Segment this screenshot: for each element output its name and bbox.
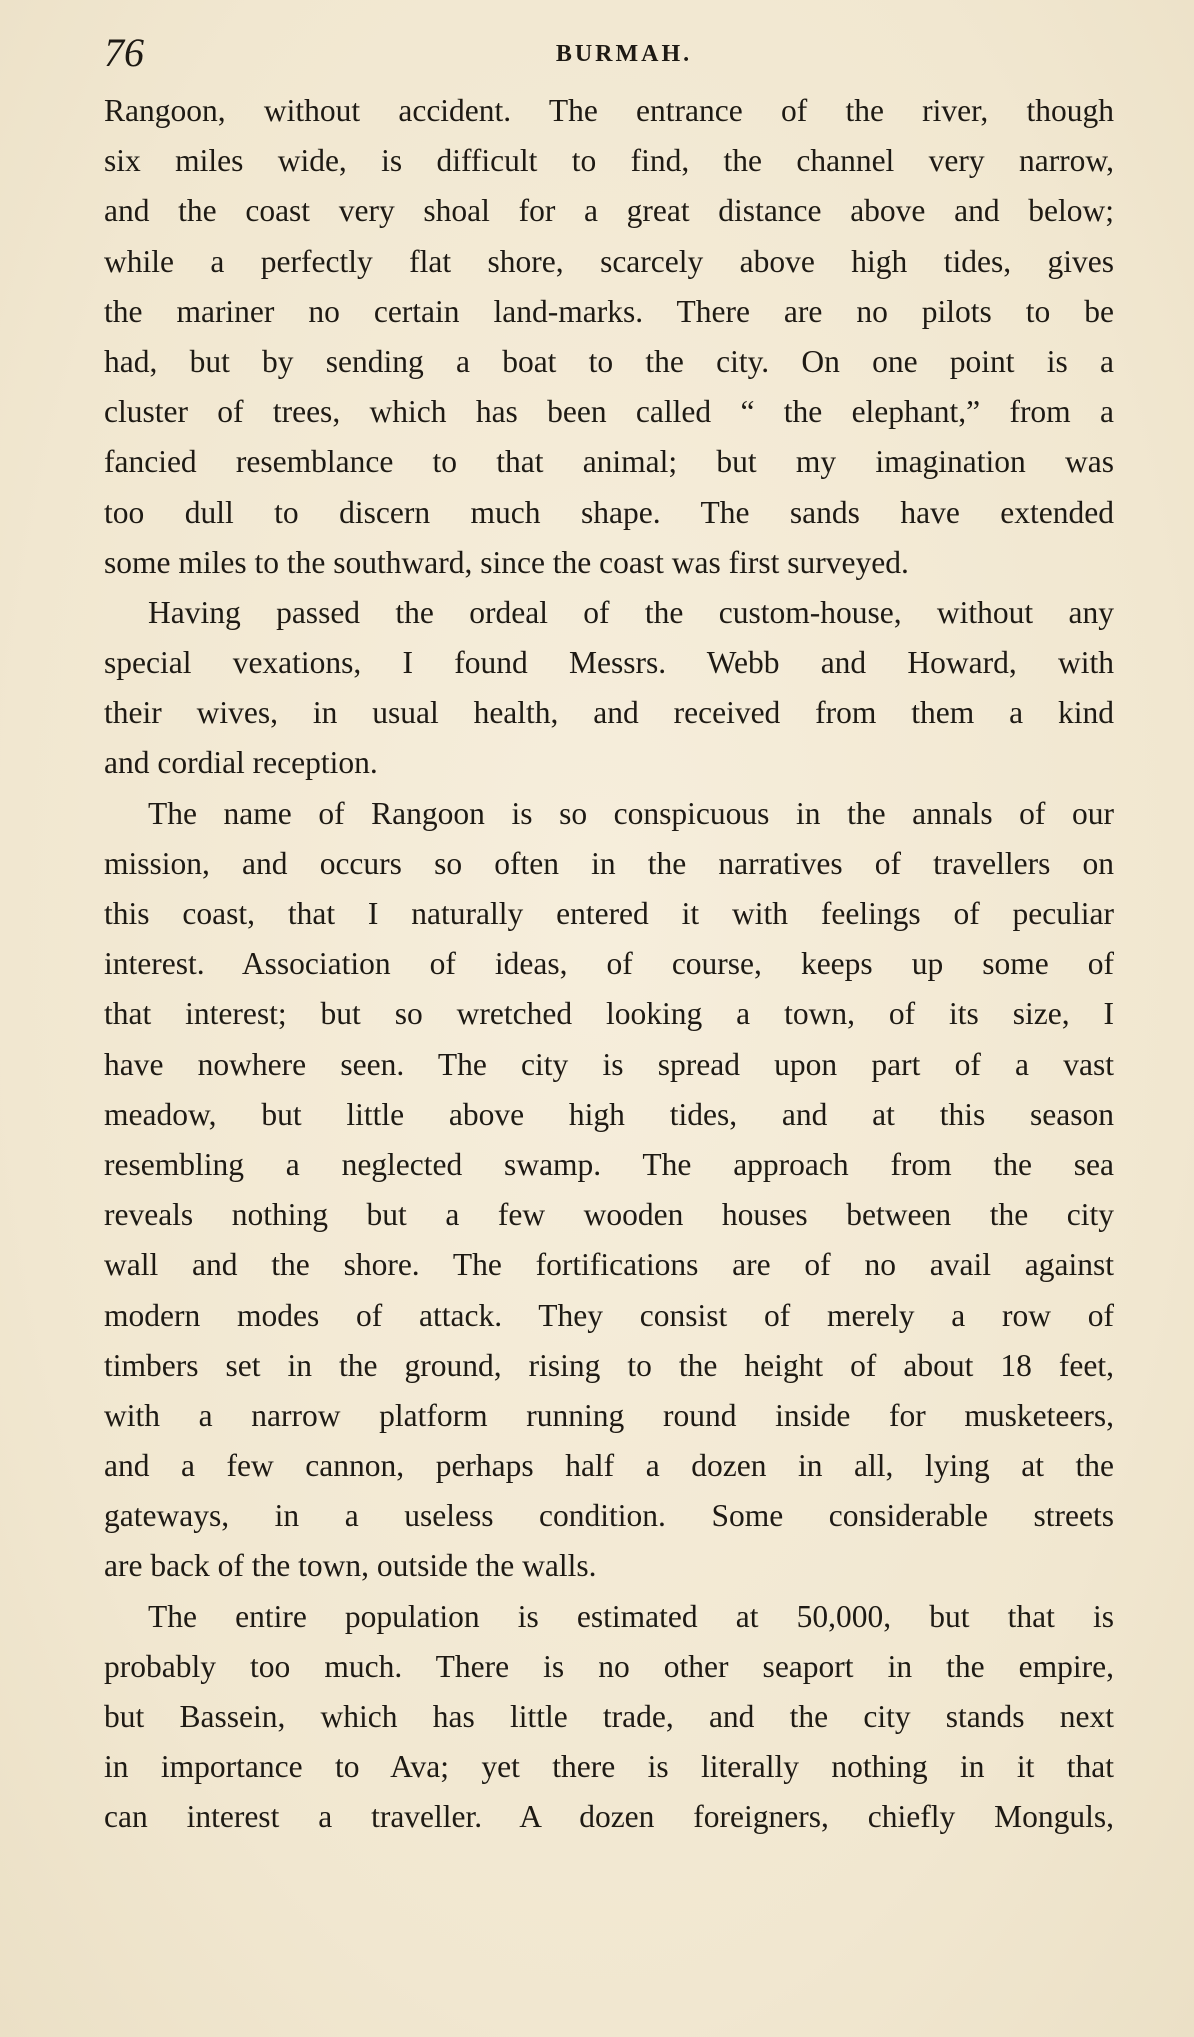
text-line: their wives, in usual health, and received from them a kind bbox=[104, 695, 1114, 731]
text-line: have nowhere seen. The city is spread upon part of a vast bbox=[104, 1046, 1114, 1082]
text-line: timbers set in the ground, rising to the height of about 18 feet, bbox=[104, 1347, 1114, 1383]
text-line: too dull to discern much shape. The sands have extended bbox=[104, 494, 1114, 530]
text-line: modern modes of attack. They consist of merely a row of bbox=[104, 1297, 1114, 1333]
text-line: cluster of trees, which has been called “ the elephant,” from a bbox=[104, 394, 1114, 430]
text-line: gateways, in a useless condition. Some considerable streets bbox=[104, 1498, 1114, 1534]
running-head: BURMAH. bbox=[555, 41, 693, 67]
text-line: The name of Rangoon is so conspicuous in the annals of our bbox=[148, 795, 1114, 831]
text-line: with a narrow platform running round inside for musketeers, bbox=[104, 1397, 1114, 1433]
text-line: Rangoon, without accident. The entrance of the river, though bbox=[104, 93, 1114, 128]
text-line: and the coast very shoal for a great distance above and below; bbox=[104, 193, 1114, 229]
text-line: The entire population is estimated at 50,000, but that is bbox=[148, 1598, 1114, 1634]
text-line: resembling a neglected swamp. The approach from the sea bbox=[104, 1146, 1114, 1182]
text-line: mission, and occurs so often in the narratives of travellers on bbox=[104, 845, 1114, 881]
text-line: but Bassein, which has little trade, and the city stands next bbox=[104, 1699, 1114, 1734]
page-header bbox=[104, 28, 1114, 78]
text-line: Having passed the ordeal of the custom-house, without any bbox=[148, 594, 1114, 630]
text-line: interest. Association of ideas, of course, keeps up some of bbox=[104, 946, 1114, 982]
text-line: reveals nothing but a few wooden houses between the city bbox=[104, 1197, 1114, 1233]
text-line: and cordial reception. bbox=[104, 745, 378, 781]
body-text bbox=[104, 86, 1114, 1843]
text-line: that interest; but so wretched looking a town, of its size, I bbox=[104, 996, 1114, 1032]
text-line: special vexations, I found Messrs. Webb and Howard, with bbox=[104, 645, 1114, 681]
text-line: in importance to Ava; yet there is literally nothing in it that bbox=[104, 1749, 1114, 1785]
text-line: the mariner no certain land-marks. There are no pilots to be bbox=[104, 293, 1114, 329]
text-line: fancied resemblance to that animal; but my imagination was bbox=[104, 444, 1114, 480]
text-line: probably too much. There is no other seaport in the empire, bbox=[104, 1648, 1114, 1684]
text-line: while a perfectly flat shore, scarcely above high tides, gives bbox=[104, 243, 1114, 279]
text-line: wall and the shore. The fortifications are of no avail against bbox=[104, 1247, 1114, 1283]
text-line: this coast, that I naturally entered it with feelings of peculiar bbox=[104, 896, 1114, 931]
page-number: 76 bbox=[104, 30, 144, 75]
text-line: meadow, but little above high tides, and at this season bbox=[104, 1096, 1114, 1132]
text-line: and a few cannon, perhaps half a dozen in all, lying at the bbox=[104, 1448, 1114, 1484]
text-line: are back of the town, outside the walls. bbox=[104, 1548, 597, 1584]
text-line: had, but by sending a boat to the city. On one point is a bbox=[104, 343, 1114, 379]
text-line: six miles wide, is difficult to find, the channel very narrow, bbox=[104, 143, 1114, 179]
text-line: some miles to the southward, since the coast was first surveyed. bbox=[104, 544, 909, 580]
text-line: can interest a traveller. A dozen foreigners, chiefly Monguls, bbox=[104, 1799, 1114, 1835]
